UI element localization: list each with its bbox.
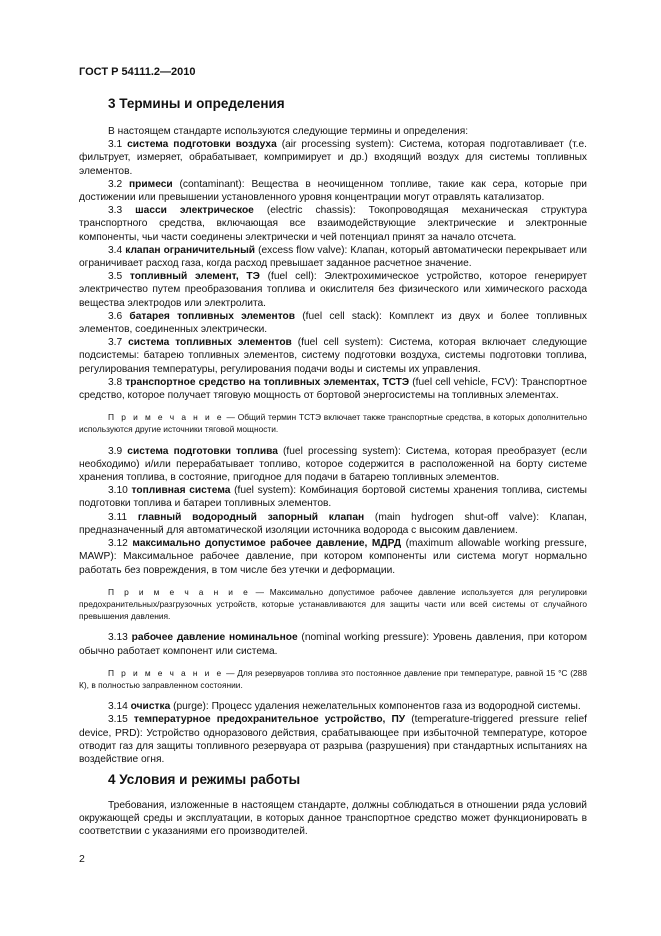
term-text: (maximum allowable working pressure, MAWP): Максимальное рабочее давление, при котором компоненты или система могут нормально работать без повреждения, в том числе без утечки и деформации. — [79, 538, 587, 576]
term-number: 3.7 — [108, 337, 123, 349]
term-name: примеси — [129, 178, 173, 190]
term-definition — [79, 713, 587, 766]
term-text: (purge): Процесс удаления нежелательных компонентов газа из водородной системы. — [170, 701, 581, 713]
note-text: — Максимально допустимое рабочее давление используется для регулировки предохранительных/разгрузочных устройств, которые устанавливаются для защиты части или всей системы от случайного превышения давления. — [79, 586, 587, 622]
term-number: 3.4 — [108, 244, 123, 256]
term-name: топливный элемент, ТЭ — [129, 271, 260, 283]
term-number: 3.14 — [108, 701, 128, 713]
term-number: 3.10 — [108, 485, 128, 497]
note-label: П р и м е ч а н и е — [108, 667, 224, 678]
term-name: система топливных элементов — [128, 337, 292, 349]
term-note — [79, 411, 587, 435]
term-text: (electric chassis): Токопроводящая механическая структура транспортного средства, включающая все взаимодействующие электрические и электронные компоненты, чьи части соединены электрически и чей потенциал принят за начало отсчета. — [79, 205, 587, 243]
term-name: топливная система — [131, 485, 231, 497]
term-definition — [79, 537, 587, 577]
term-number: 3.5 — [108, 271, 123, 283]
term-definition — [79, 511, 587, 537]
term-number: 3.15 — [108, 714, 128, 726]
term-note — [79, 586, 587, 623]
term-text: (fuel system): Комбинация бортовой системы хранения топлива, системы подготовки топлива и батареи топливных элементов. — [79, 485, 587, 510]
term-text: (fuel cell stack): Комплект из двух и более топливных элементов, соединенных электрически. — [79, 310, 587, 336]
term-name: очистка — [130, 701, 171, 713]
term-text: (fuel cell system): Система, которая включает следующие подсистемы: батарею топливных элементов, систему подготовки воздуха, системы подготовки топлива, регулирования температуры, регулирования подачи воды и системы их управления. — [79, 337, 587, 375]
terms-list — [79, 138, 587, 766]
term-definition — [79, 270, 587, 310]
term-text: (contaminant): Вещества в неочищенном топливе, такие как сера, которые при достижении или превышении установленного уровня концентрации могут отравлять катализатор. — [79, 178, 587, 204]
term-number: 3.8 — [108, 376, 123, 388]
term-definition — [79, 310, 587, 336]
note-text: — Для резервуаров топлива это постоянное давление при температуре, равной 15 °С (288 К), в полностью заправленном состоянии. — [79, 667, 587, 690]
term-name: система подготовки воздуха — [127, 139, 277, 151]
section-3-intro: В настоящем стандарте используются следующие термины и определения: — [108, 126, 469, 137]
term-text: (nominal working pressure): Уровень давления, при котором обычно работает компонент или система. — [79, 632, 587, 657]
section-3-title: 3 Термины и определения — [108, 96, 285, 111]
term-definition — [79, 484, 587, 510]
term-definition — [79, 336, 587, 376]
term-number: 3.13 — [108, 632, 128, 644]
term-number: 3.6 — [108, 310, 123, 322]
term-definition — [79, 376, 587, 402]
section-3-body — [79, 125, 587, 766]
term-name: максимально допустимое рабочее давление, МДРД — [132, 538, 402, 550]
term-definition — [79, 244, 587, 270]
term-definition — [79, 178, 587, 204]
term-name: система подготовки топлива — [127, 445, 278, 457]
term-number: 3.2 — [108, 178, 123, 190]
term-text: (air processing system): Система, которая подготавливает (т.е. фильтрует, измеряет, обрабатывает, компримирует и др.) входящий воздух для системы топливных элементов. — [79, 139, 587, 177]
document-header: ГОСТ Р 54111.2—2010 — [79, 66, 196, 78]
section-4-text: Требования, изложенные в настоящем стандарте, должны соблюдаться в отношении ряда условий окружающей среды и эксплуатации, в которых данное транспортное средство может функционировать в соответствии с указаниями его производителей. — [79, 800, 587, 838]
term-definition — [79, 700, 587, 713]
term-name: батарея топливных элементов — [129, 310, 296, 322]
term-text: (fuel cell vehicle, FCV): Транспортное средство, которое получает тяговую мощность от бортовой энергосистемы на топливных элементах. — [79, 376, 587, 402]
term-name: рабочее давление номинальное — [131, 632, 298, 644]
term-text: (fuel processing system): Система, которая преобразует (если необходимо) и/или перерабатывает топливо, которое содержится в расположенной на борту системе хранения топлива, в состояние, пригодное для подачи в батарею топливных элементов. — [79, 445, 588, 484]
term-text: (temperature-triggered pressure relief device, PRD): Устройство одноразового действия, срабатывающее при избыточной температуре, которое отводит газ для защиты топливного резервуара от разрыва (разрушения) при стандартных испытаниях на воздействие огня. — [79, 714, 587, 765]
term-text: (main hydrogen shut-off valve): Клапан, предназначенный для автоматической изоляции источника водорода с высоким давлением. — [79, 511, 587, 536]
term-note — [79, 667, 587, 691]
note-label: П р и м е ч а н и е — [108, 586, 250, 597]
term-number: 3.9 — [108, 445, 123, 457]
section-4-title: 4 Условия и режимы работы — [108, 772, 301, 787]
term-definition — [79, 138, 587, 178]
term-number: 3.1 — [108, 139, 123, 151]
term-definition — [79, 204, 587, 244]
note-label: П р и м е ч а н и е — [108, 412, 224, 423]
term-name: главный водородный запорный клапан — [137, 511, 365, 523]
page-number: 2 — [79, 853, 85, 865]
note-text: — Общий термин ТСТЭ включает также транспортные средства, в которых дополнительно используются другие источники тяговой мощности. — [79, 412, 587, 435]
term-text: (fuel cell): Электрохимическое устройство, которое генерирует электричество путем преобразования топлива и окислителя без физического или химического расхода вещества электродов или электролита. — [79, 271, 588, 309]
term-number: 3.3 — [108, 205, 123, 217]
term-definition — [79, 631, 587, 657]
term-definition — [79, 445, 587, 485]
term-number: 3.12 — [108, 538, 128, 550]
term-name: клапан ограничительный — [125, 244, 256, 256]
term-name: температурное предохранительное устройство, ПУ — [133, 714, 406, 726]
term-number: 3.11 — [108, 511, 128, 523]
term-text: (excess flow valve): Клапан, который автоматически перекрывает или ограничивает расход газа, когда расход превышает заданное расчетное значение. — [79, 244, 587, 270]
term-name: транспортное средство на топливных элементах, ТСТЭ — [125, 376, 410, 388]
section-4-body — [79, 799, 587, 839]
term-name: шасси электрическое — [135, 205, 254, 217]
